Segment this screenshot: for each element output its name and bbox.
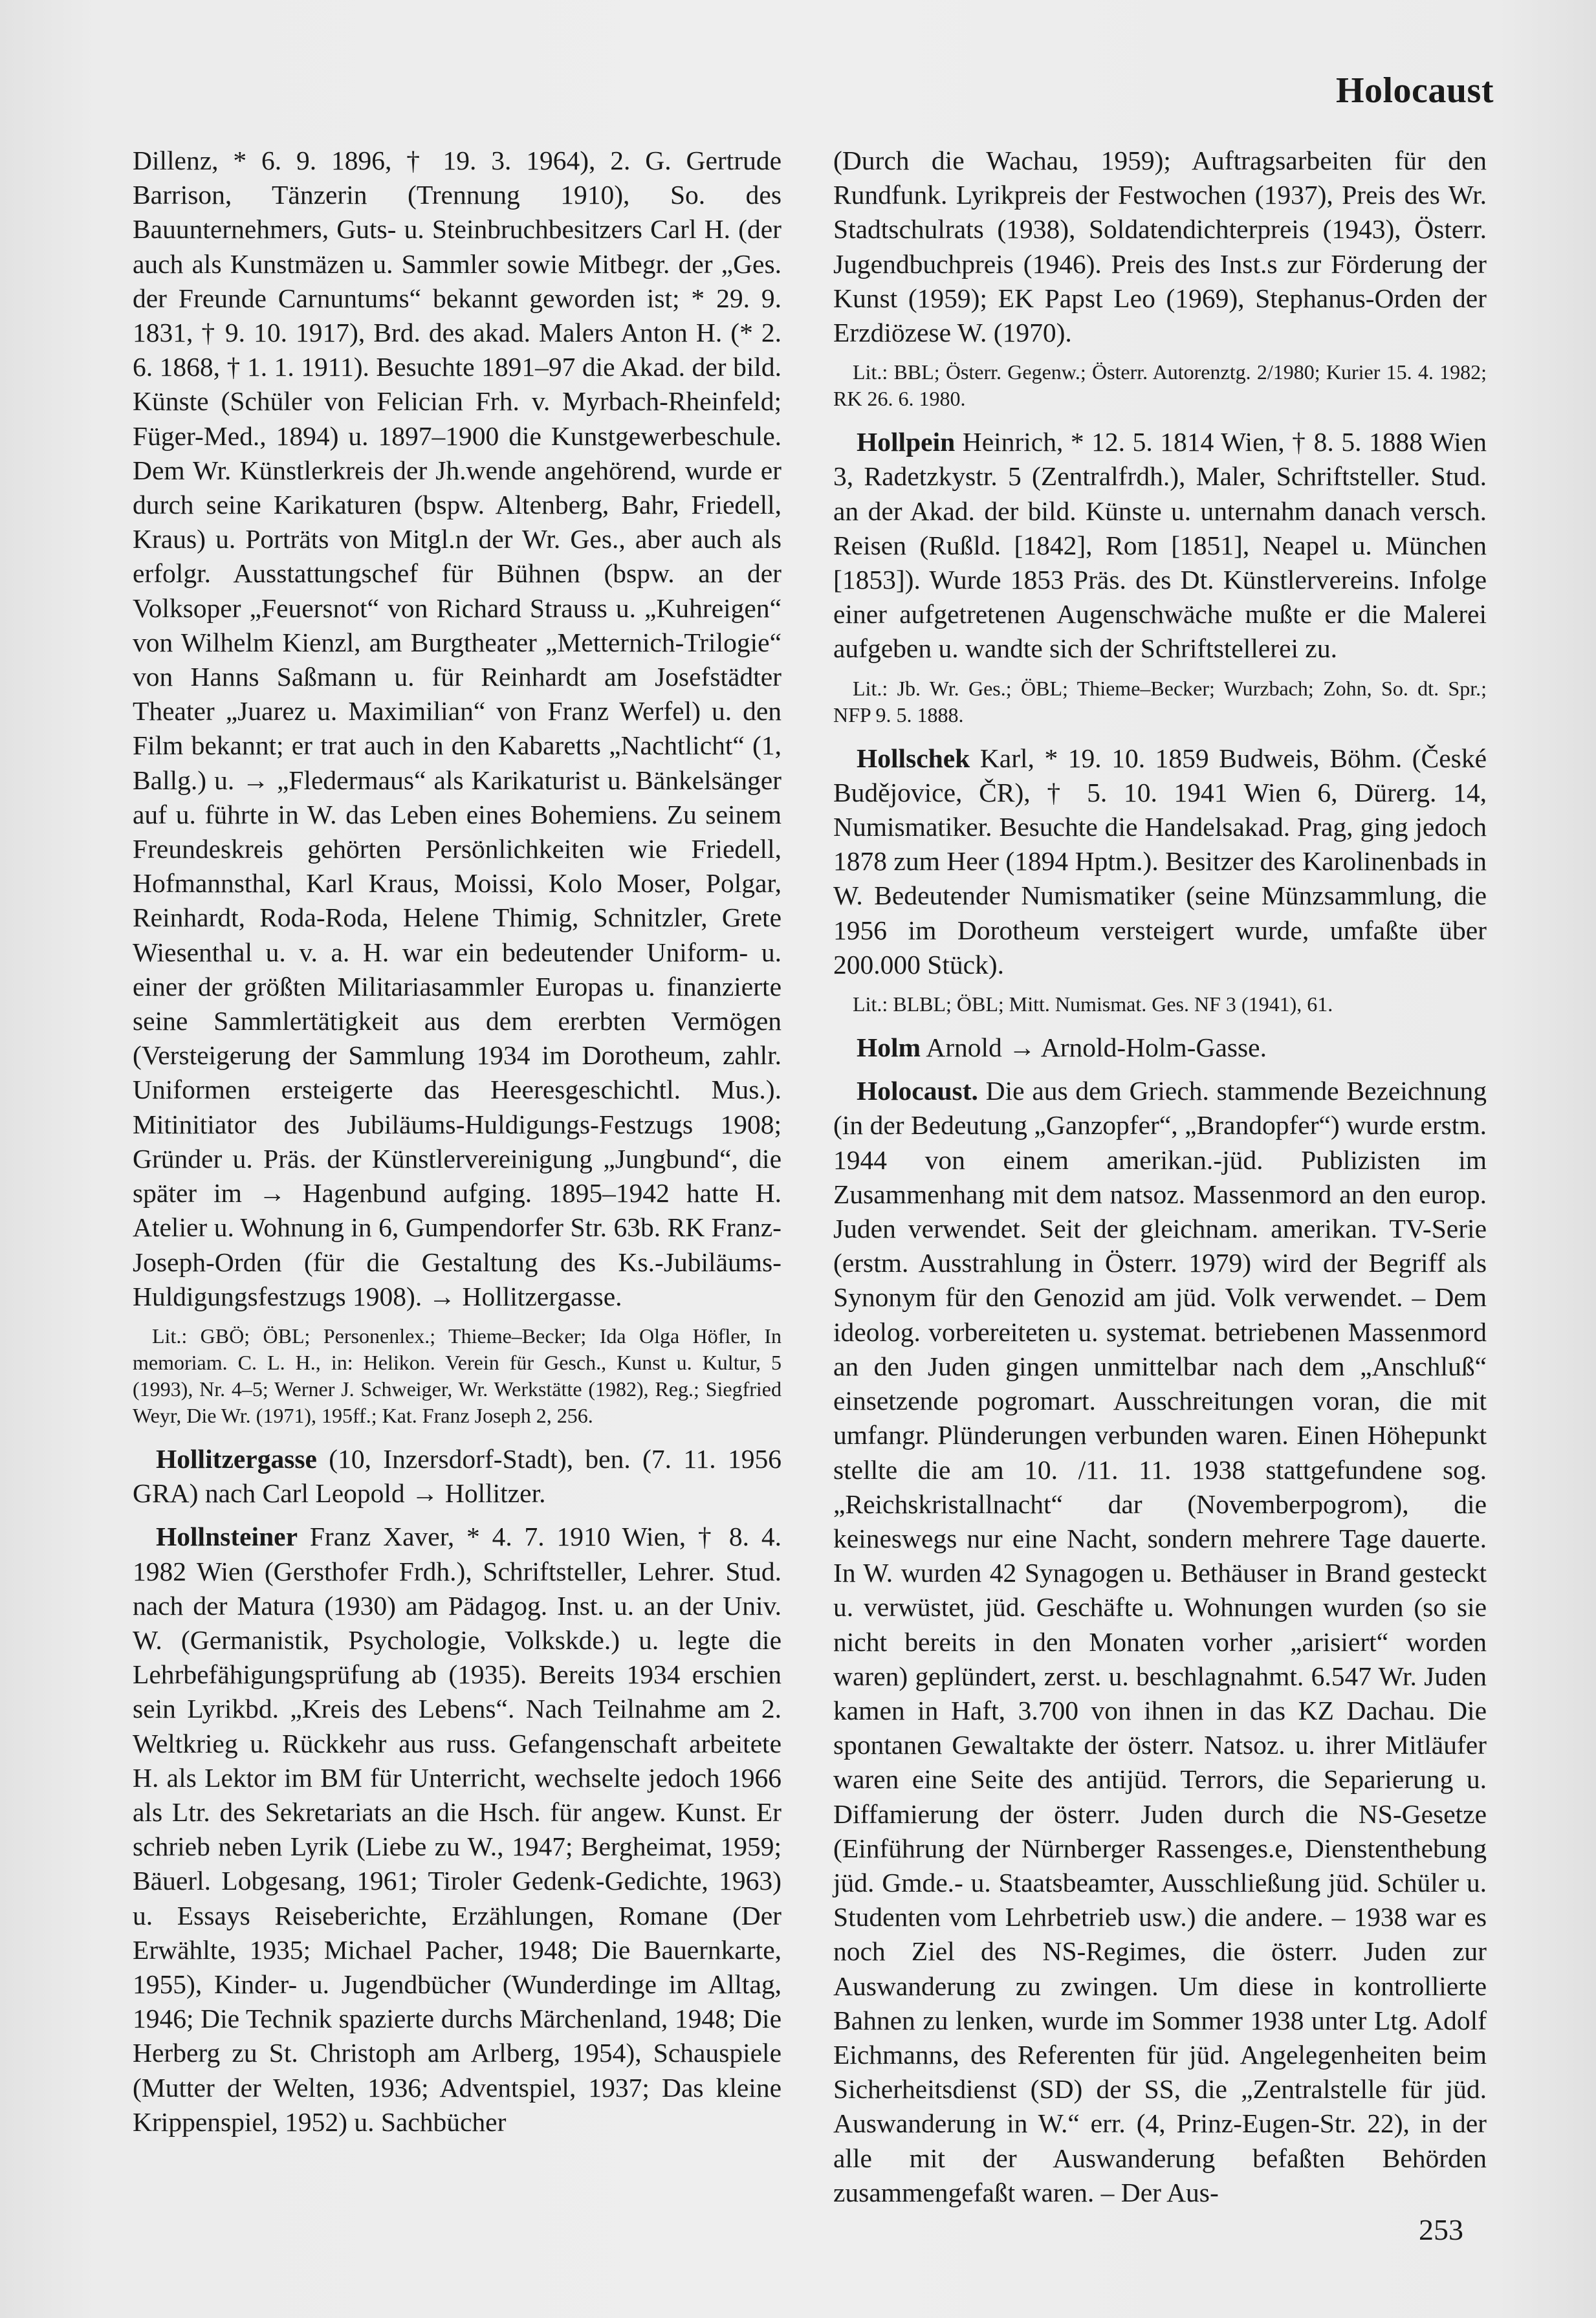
left-column bbox=[133, 144, 782, 2149]
entry-hollschek bbox=[833, 741, 1487, 982]
headword: Hollitzergasse bbox=[156, 1443, 317, 1474]
headword: Hollnsteiner bbox=[156, 1522, 298, 1552]
headword: Holocaust. bbox=[857, 1076, 978, 1106]
headword: Hollschek bbox=[857, 743, 970, 773]
headword: Hollpein bbox=[857, 427, 956, 457]
entry-hollnsteiner bbox=[133, 1520, 782, 2139]
entry-continuation: Dillenz, * 6. 9. 1896, † 19. 3. 1964), 2. G. Gertrude Barrison, Tänzerin (Trennung 1910), So. des Bauunternehmers, Guts- u. Steinbruchbesitzers Carl H. (der auch als Kunstmäzen u. Sammler sowie Mitbegr. der „Ges. der Freunde Carnuntums“ bekannt geworden ist; * 29. 9. 1831, † 9. 10. 1917), Brd. des akad. Malers Anton H. (* 2. 6. 1868, † 1. 1. 1911). Besuchte 1891–97 die Akad. der bild. Künste (Schüler von Felician Frh. v. Myrbach-Rheinfeld; Füger-Med., 1894) u. 1897–1900 die Kunstgewerbeschule. Dem Wr. Künstlerkreis der Jh.wende angehörend, wurde er durch seine Karikaturen (bspw. Altenberg, Bahr, Friedell, Kraus) u. Porträts von Mitgl.n der Wr. Ges., aber auch als erfolgr. Ausstattungschef für Bühnen (bspw. an der Volksoper „Feuersnot“ von Richard Strauss u. „Kuhreigen“ von Wilhelm Kienzl, am Burgtheater „Metternich-Trilogie“ von Hanns Saßmann u. für Reinhardt am Josefstädter Theater „Juarez u. Maximilian“ von Franz Werfel) u. den Film bekannt; er trat auch in den Kabaretts „Nachtlicht“ (1, Ballg.) u. → „Fledermaus“ als Karikaturist u. Bänkelsänger auf u. führte in W. das Leben eines Bohemiens. Zu seinem Freundeskreis gehörten Persönlichkeiten wie Friedell, Hofmannsthal, Karl Kraus, Moissi, Kolo Moser, Polgar, Reinhardt, Roda-Roda, Helene Thimig, Schnitzler, Grete Wiesenthal u. v. a. H. war ein bedeutender Uniform- u. einer der größten Militariasammler Europas u. finanzierte seine Sammlertätigkeit aus dem ererbten Vermögen (Versteigerung der Sammlung 1934 im Dorotheum, zahlr. Uniformen ersteigerte das Heeresgeschichtl. Mus.). Mitinitiator des Jubiläums-Huldigungs-Festzugs 1908; Gründer u. Präs. der Künstlervereinigung „Jungbund“, die später im → Hagenbund aufging. 1895–1942 hatte H. Atelier u. Wohnung in 6, Gumpendorfer Str. 63b. RK Franz-Joseph-Orden (für die Gestaltung des Ks.-Jubiläums-Huldigungsfestzugs 1908). → Hollitzergasse. bbox=[133, 146, 782, 1311]
entry-continuation: (Durch die Wachau, 1959); Auftragsarbeiten für den Rundfunk. Lyrikpreis der Festwochen (1937), Preis des Wr. Stadtschulrats (1938), Soldatendichterpreis (1943), Österr. Jugendbuchpreis (1946). Preis des Inst.s zur Förderung der Kunst (1959); EK Papst Leo (1969), Stephanus-Orden der Erzdiözese W. (1970). bbox=[833, 146, 1487, 348]
literature-reference: Lit.: BLBL; ÖBL; Mitt. Numismat. Ges. NF 3 (1941), 61. bbox=[853, 992, 1333, 1016]
entry-text: Die aus dem Griech. stammende Bezeichnung (in der Bedeutung „Ganzopfer“, „Brandopfer“) wurde erstm. 1944 von einem amerikan.-jüd. Publizisten im Zusammenhang mit dem natsoz. Massenmord an den europ. Juden verwendet. Seit der gleichnam. amerikan. TV-Serie (erstm. Ausstrahlung in Österr. 1979) wird der Begriff als Synonym für den Genozid am jüd. Volk verwendet. – Dem ideolog. vorbereiteten u. systemat. betriebenen Massenmord an den Juden gingen unmittelbar nach dem „Anschluß“ einsetzende pogromart. Ausschreitungen voran, die mit umfangr. Plünderungen verbunden waren. Einen Höhepunkt stellte die am 10. /11. 11. 1938 stattgefundene sog. „Reichskristallnacht“ dar (Novemberpogrom), die keineswegs nur eine Nacht, sondern mehrere Tage dauerte. In W. wurden 42 Synagogen u. Bethäuser in Brand gesteckt u. verwüstet, jüd. Geschäfte u. Wohnungen wurden (so sie nicht bereits in den Monaten vorher „arisiert“ worden waren) geplündert, zerst. u. beschlagnahmt. 6.547 Wr. Juden kamen in Haft, 3.700 von ihnen in das KZ Dachau. Die spontanen Gewaltakte der österr. Natsoz. u. ihrer Mitläufer waren eine Seite des antijüd. Terrors, die Separierung u. Diffamierung der österr. Juden durch die NS-Gesetze (Einführung der Nürnberger Rassenges.e, Dienstenthebung jüd. Gmde.- u. Staatsbeamter, Ausschließung jüd. Schüler u. Studenten vom Lehrbetrieb usw.) die andere. – 1938 war es noch Ziel des NS-Regimes, die österr. Juden zur Auswanderung zu zwingen. Um diese in kontrollierte Bahnen zu lenken, wurde im Sommer 1938 unter Ltg. Adolf Eichmanns, des Referenten für jüd. Angelegenheiten beim Sicherheitsdienst (SD) der SS, die „Zentralstelle für jüd. Auswanderung in W.“ err. (4, Prinz-Eugen-Str. 22), in der alle mit der Auswanderung befaßten Behörden zusammengefaßt waren. – Der Aus- bbox=[833, 1076, 1487, 2207]
entry-text: Karl, * 19. 10. 1859 Budweis, Böhm. (České Budějovice, ČR), † 5. 10. 1941 Wien 6, Dürerg. 14, Numismatiker. Besuchte die Handelsakad. Prag, ging jedoch 1878 zum Heer (1894 Hptm.). Besitzer des Karolinenbads in W. Bedeutender Numismatiker (seine Münzsammlung, die 1956 im Dorotheum versteigert wurde, umfaßte über 200.000 Stück). bbox=[833, 743, 1487, 979]
page-number: 253 bbox=[1419, 2213, 1463, 2246]
entry-text: Franz Xaver, * 4. 7. 1910 Wien, † 8. 4. 1982 Wien (Gersthofer Frdh.), Schriftsteller, Lehrer. Stud. nach der Matura (1930) am Pädagog. Inst. u. an der Univ. W. (Germanistik, Psychologie, Volkskde.) u. legte die Lehrbefähigungsprüfung ab (1935). Bereits 1934 erschien sein Lyrikbd. „Kreis des Lebens“. Nach Teilnahme am 2. Weltkrieg u. Rückkehr aus russ. Gefangenschaft arbeitete H. als Lektor im BM für Unterricht, wechselte jedoch 1966 als Ltr. des Sekretariats an die Hsch. für angew. Kunst. Er schrieb neben Lyrik (Liebe zu W., 1947; Bergheimat, 1959; Bäuerl. Lobgesang, 1961; Tiroler Gedenk-Gedichte, 1963) u. Essays Reiseberichte, Erzählungen, Romane (Der Erwählte, 1935; Michael Pacher, 1948; Die Bauernkarte, 1955), Kinder- u. Jugendbücher (Wunderdinge im Alltag, 1946; Die Technik spazierte durchs Märchenland, 1948; Die Herberg zu St. Christoph am Arlberg, 1954), Schauspiele (Mutter der Welten, 1936; Adventspiel, 1937; Das kleine Krippenspiel, 1952) u. Sachbücher bbox=[133, 1522, 782, 2137]
entry-text: (10, Inzersdorf-Stadt), ben. (7. 11. 1956 GRA) nach Carl Leopold → Hollitzer. bbox=[133, 1443, 782, 1509]
running-header: Holocaust bbox=[1335, 71, 1494, 111]
entry-hollpein bbox=[833, 425, 1487, 666]
entry-text: Heinrich, * 12. 5. 1814 Wien, † 8. 5. 1888 Wien 3, Radetzkystr. 5 (Zentralfrdh.), Maler, Schriftsteller. Stud. an der Akad. der bild. Künste u. unternahm danach versch. Reisen (Rußld. [1842], Rom [1851], Neapel u. München [1853]). Wurde 1853 Präs. des Dt. Künstlervereins. Infolge einer aufgetretenen Augenschwäche mußte er die Malerei aufgeben u. wandte sich der Schriftstellerei zu. bbox=[833, 427, 1487, 664]
entry-holocaust bbox=[833, 1074, 1487, 2210]
headword: Holm bbox=[857, 1033, 921, 1063]
right-column bbox=[833, 144, 1487, 2219]
entry-hollitzergasse bbox=[133, 1442, 782, 1511]
literature-reference: Lit.: Jb. Wr. Ges.; ÖBL; Thieme–Becker; Wurzbach; Zohn, So. dt. Spr.; NFP 9. 5. 1888. bbox=[833, 676, 1487, 727]
entry-text: Arnold → Arnold-Holm-Gasse. bbox=[921, 1033, 1267, 1063]
literature-reference: Lit.: GBÖ; ÖBL; Personenlex.; Thieme–Becker; Ida Olga Höfler, In memoriam. C. L. H., in: Helikon. Verein für Gesch., Kunst u. Kultur, 5 (1993), Nr. 4–5; Werner J. Schweiger, Wr. Werkstätte (1982), Reg.; Siegfried Weyr, Die Wr. (1971), 195ff.; Kat. Franz Joseph 2, 256. bbox=[133, 1324, 782, 1427]
entry-holm bbox=[833, 1031, 1487, 1065]
literature-reference: Lit.: BBL; Österr. Gegenw.; Österr. Autorenztg. 2/1980; Kurier 15. 4. 1982; RK 26. 6. 1980. bbox=[833, 360, 1487, 411]
